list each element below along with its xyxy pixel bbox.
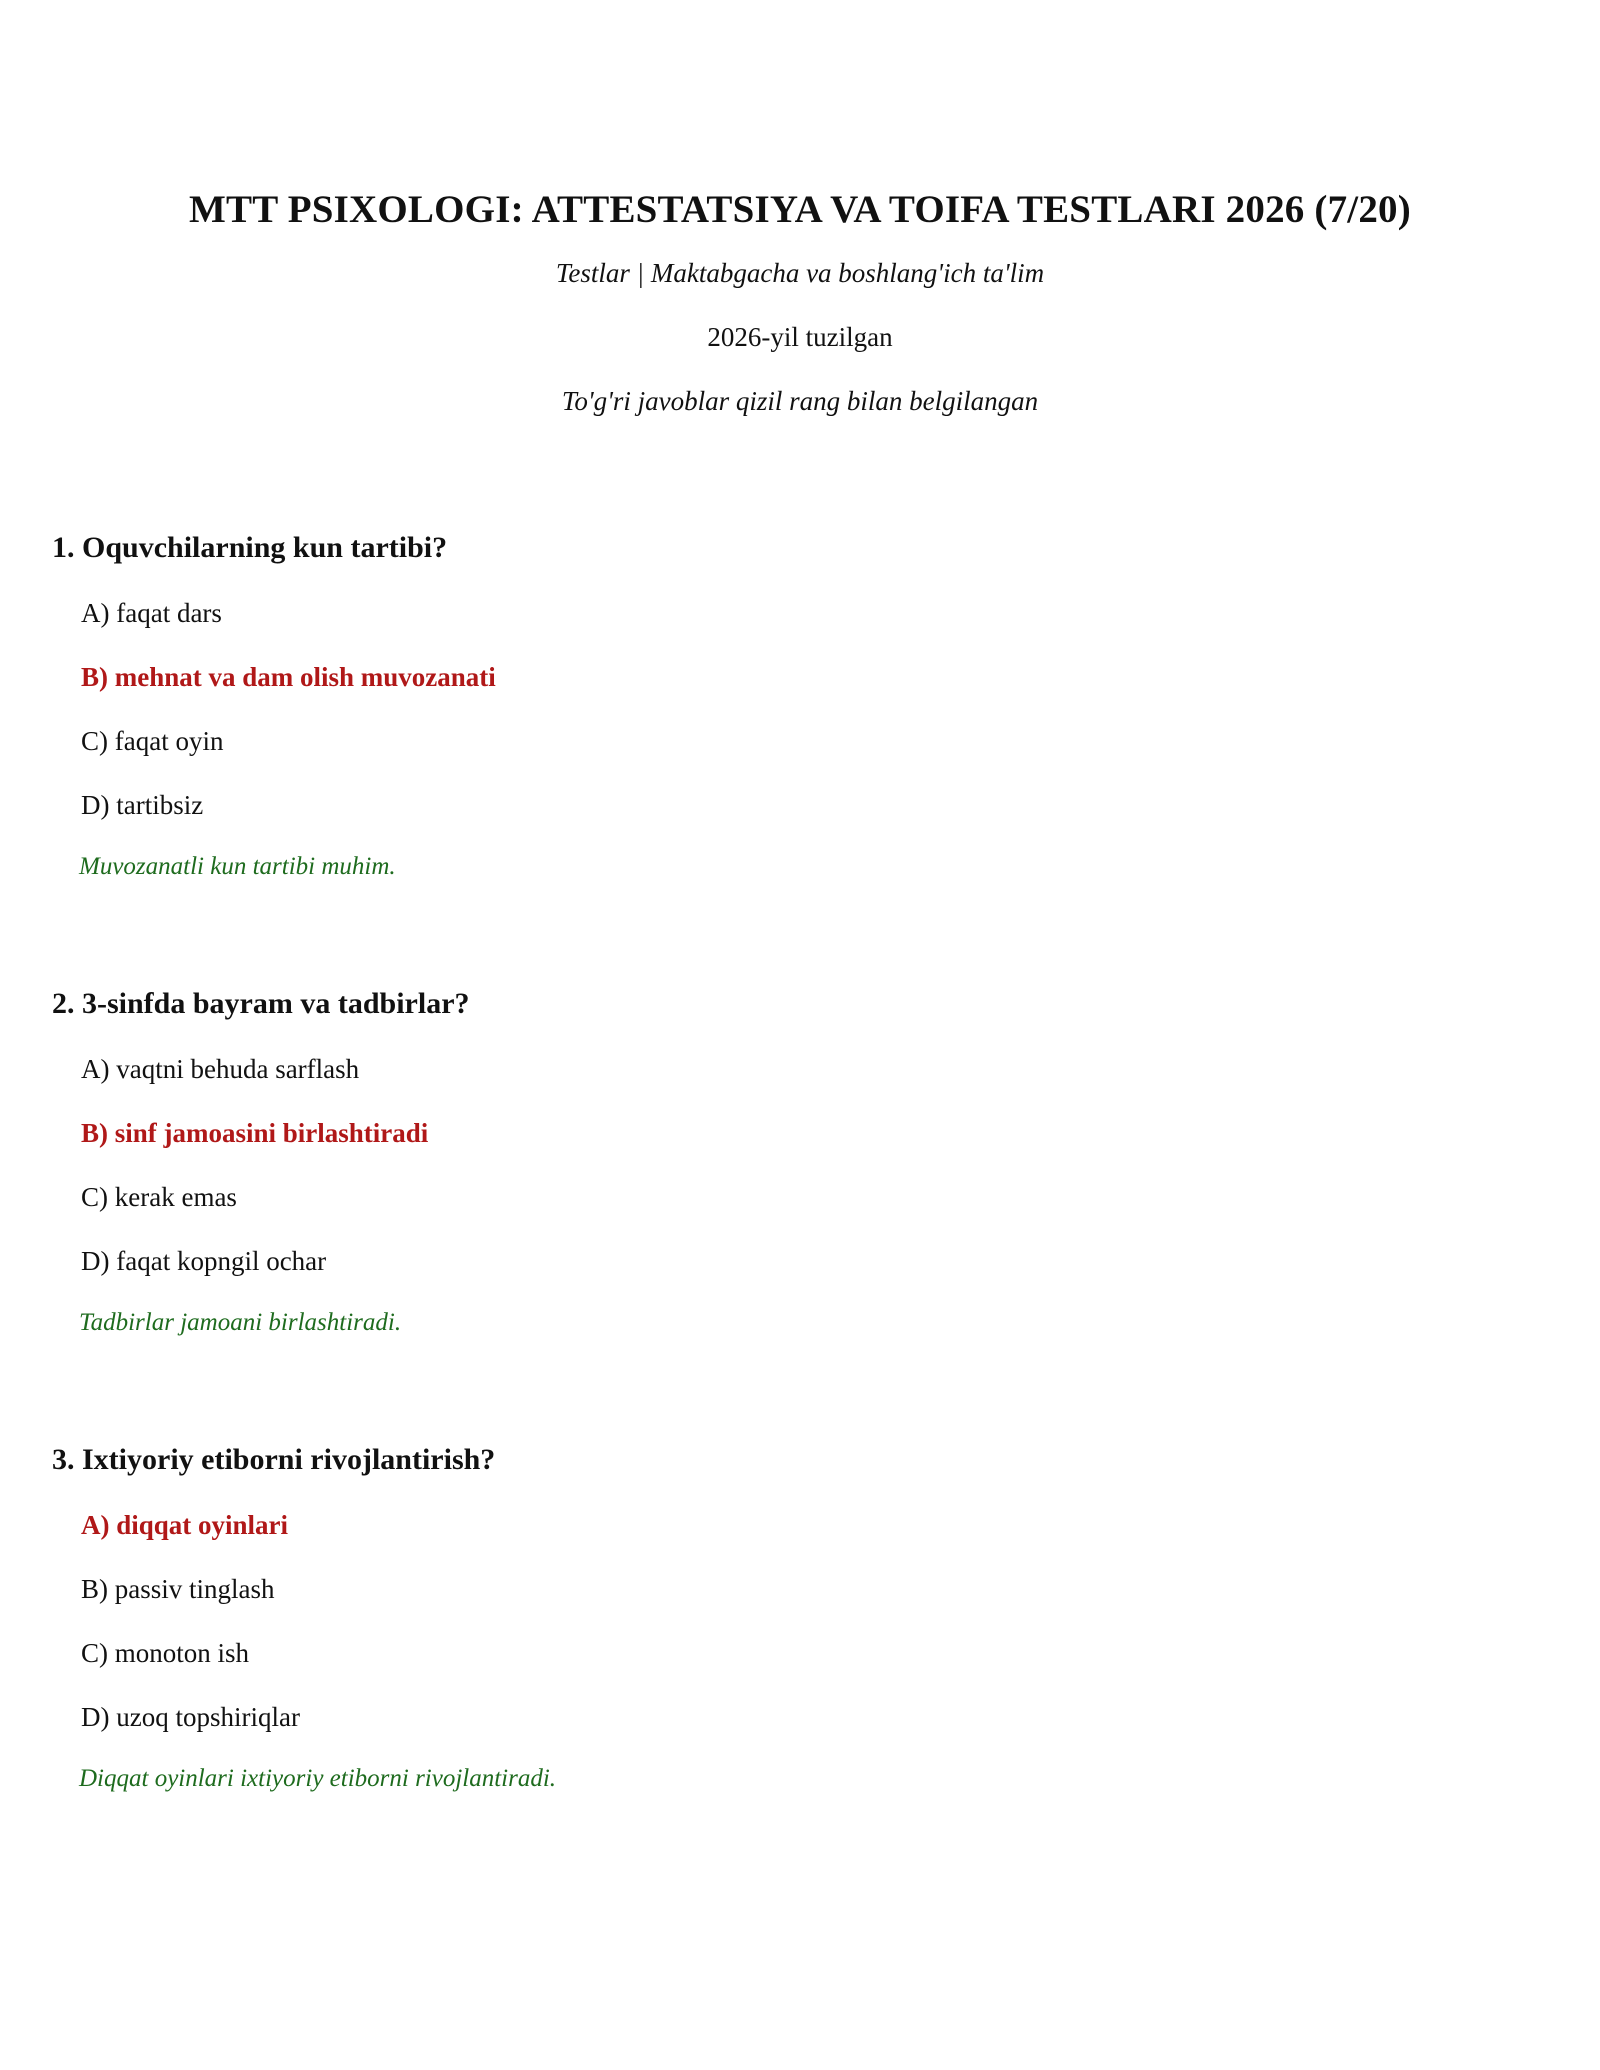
answer-option: C) monoton ish xyxy=(81,1638,250,1668)
question-block xyxy=(52,528,1532,984)
correct-answer-option: B) sinf jamoasini birlashtiradi xyxy=(81,1118,429,1148)
answer-explanation: Diqqat oyinlari ixtiyoriy etiborni rivojlantiradi. xyxy=(79,1765,557,1792)
document-subtitle: Testlar | Maktabgacha va boshlang'ich ta'lim xyxy=(555,258,1045,288)
answer-option: C) faqat oyin xyxy=(81,726,224,756)
document-year: 2026-yil tuzilgan xyxy=(707,322,893,352)
answer-explanation: Tadbirlar jamoani birlashtiradi. xyxy=(79,1309,402,1336)
answer-option: C) kerak emas xyxy=(81,1182,237,1212)
correct-answer-option: A) diqqat oyinlari xyxy=(81,1510,289,1540)
answer-option: D) tartibsiz xyxy=(81,790,204,820)
correct-answer-option: B) mehnat va dam olish muvozanati xyxy=(81,662,496,692)
answer-option: D) faqat kopngil ochar xyxy=(81,1246,327,1276)
answer-explanation: Muvozanatli kun tartibi muhim. xyxy=(79,853,396,880)
question-title: 1. Oquvchilarning kun tartibi? xyxy=(52,531,448,564)
questions-list xyxy=(52,528,1532,1896)
answer-option: D) uzoq topshiriqlar xyxy=(81,1702,300,1732)
answer-option: B) passiv tinglash xyxy=(81,1574,275,1604)
document-title: MTT PSIXOLOGI: ATTESTATSIYA VA TOIFA TESTLARI 2026 (7/20) xyxy=(189,188,1411,231)
question-block xyxy=(52,1440,1532,1896)
answer-option: A) faqat dars xyxy=(81,598,222,628)
answer-key-note: To'g'ri javoblar qizil rang bilan belgilangan xyxy=(561,386,1039,416)
answer-option: A) vaqtni behuda sarflash xyxy=(81,1054,360,1084)
document-header xyxy=(0,185,1600,419)
question-block xyxy=(52,984,1532,1440)
question-title: 3. Ixtiyoriy etiborni rivojlantirish? xyxy=(52,1443,496,1476)
question-title: 2. 3-sinfda bayram va tadbirlar? xyxy=(52,987,470,1020)
